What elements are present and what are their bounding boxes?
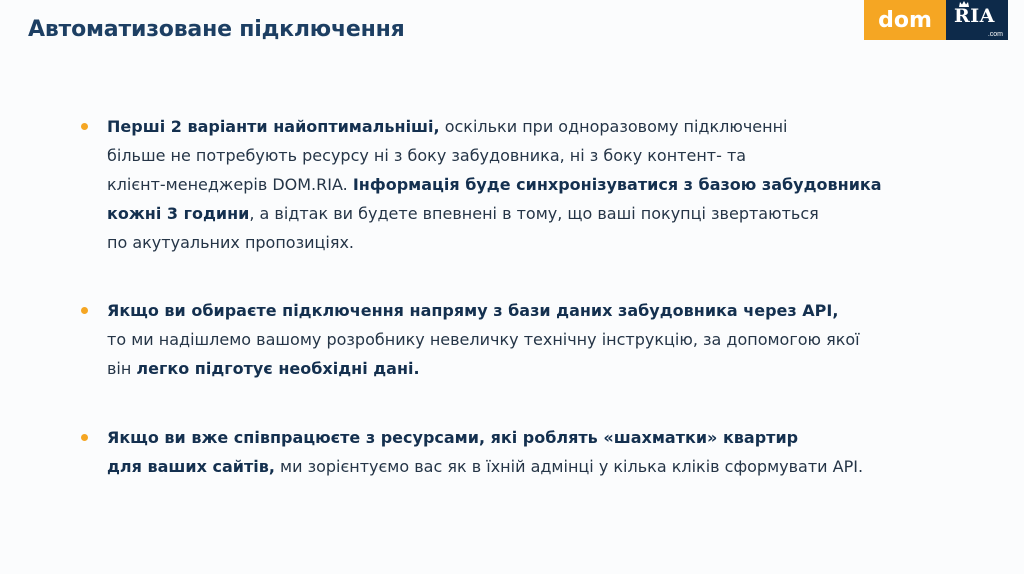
logo-ria-part: [946, 0, 1008, 40]
bullet-line: [107, 423, 960, 452]
logo-dom-part: dom: [864, 0, 946, 40]
bullet-line: [107, 354, 960, 383]
bullet-line: [107, 112, 960, 141]
bold-text: Перші 2 варіанти найоптимальніші,: [107, 117, 440, 136]
bold-text: Якщо ви вже співпрацюєте з ресурсами, які роблять «шахматки» квартир: [107, 428, 799, 447]
bold-text: для ваших сайтів,: [107, 457, 275, 476]
list-item: [80, 296, 960, 383]
page-title: Автоматизоване підключення: [28, 17, 405, 42]
text-segment: він: [107, 359, 137, 378]
text-segment: ми зорієнтуємо вас як в їхній адмінці у кілька кліків сформувати API.: [274, 457, 864, 476]
text-segment: клієнт-менеджерів DOM.RIA.: [107, 175, 353, 194]
text-segment: оскільки при одноразовому підключенні: [439, 117, 788, 136]
bold-text: кожні 3 години: [107, 204, 250, 223]
text-segment: , а відтак ви будете впевнені в тому, що ваші покупці звертаються: [249, 204, 819, 223]
logo-com-text: .com: [987, 31, 1003, 38]
bold-text: Якщо ви обираєте підключення напряму з бази даних забудовника через API,: [107, 301, 839, 320]
bullet-line: [107, 296, 960, 325]
dom-ria-logo: [864, 0, 1008, 40]
bullet-list: [80, 112, 960, 481]
bullet-dot-icon: [81, 307, 88, 314]
bullet-line: [107, 452, 960, 481]
bold-text: Інформація буде синхронізуватися з базою забудовника: [352, 175, 882, 194]
bullet-dot-icon: [81, 123, 88, 130]
bullet-line: [107, 325, 960, 354]
list-item: [80, 112, 960, 257]
logo-ria-word: RIA: [954, 5, 995, 27]
text-segment: по акутуальних пропозиціях.: [107, 233, 355, 252]
bullet-line: [107, 228, 960, 257]
text-segment: більше не потребують ресурсу ні з боку забудовника, ні з боку контент- та: [107, 146, 747, 165]
bullet-dot-icon: [81, 434, 88, 441]
list-item: [80, 423, 960, 481]
bullet-line: [107, 199, 960, 228]
bullet-line: [107, 141, 960, 170]
bold-text: легко підготує необхідні дані.: [136, 359, 420, 378]
bullet-line: [107, 170, 960, 199]
text-segment: то ми надішлемо вашому розробнику невеличку технічну інструкцію, за допомогою якої: [107, 330, 860, 349]
